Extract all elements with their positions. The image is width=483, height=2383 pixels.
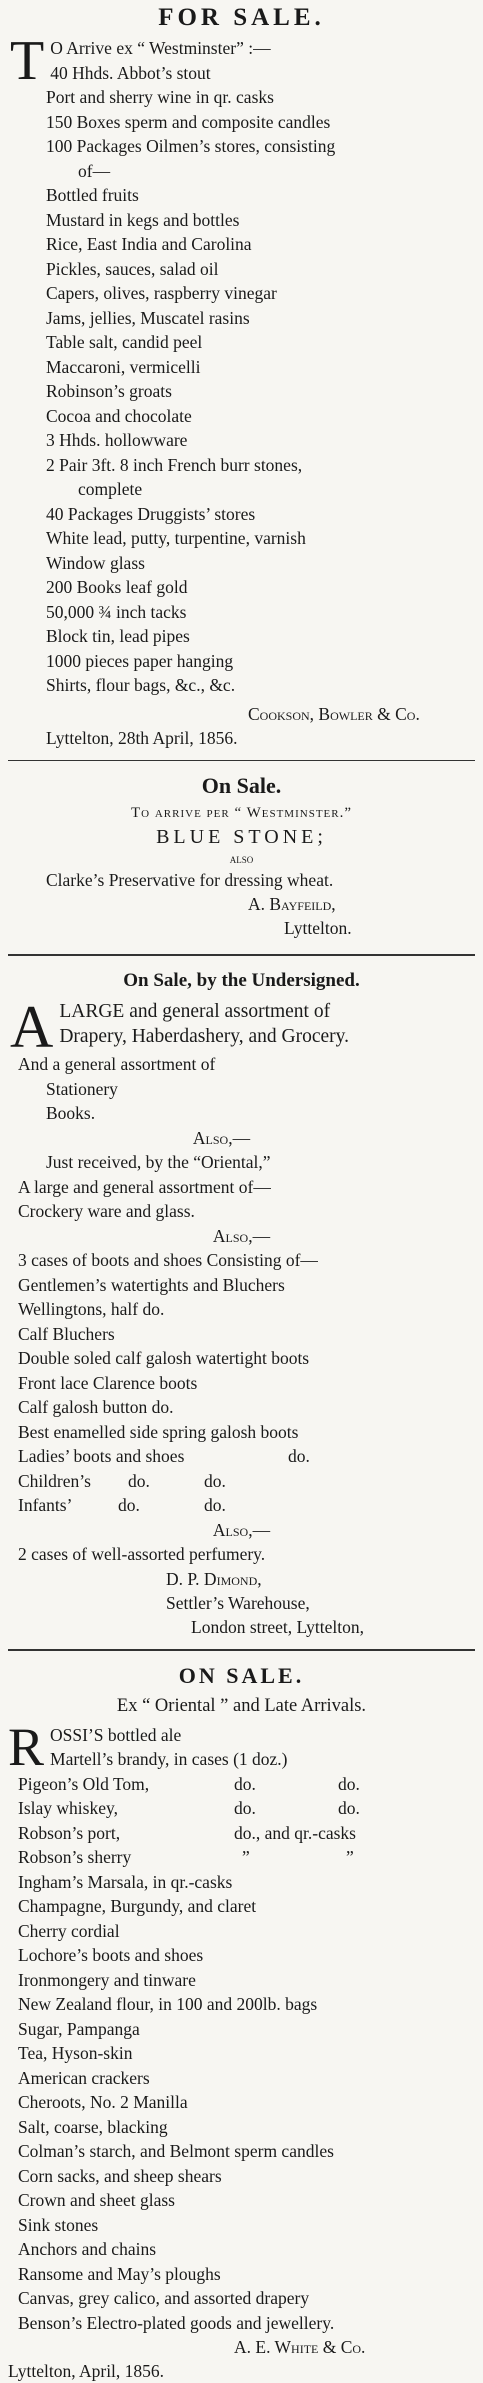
- ad-line: And a general assortment of: [8, 1052, 475, 1077]
- ad-line: Calf Bluchers: [8, 1322, 475, 1347]
- ad-body: [8, 1723, 475, 2336]
- ad-also: Also,—: [8, 1126, 475, 1151]
- ad-table-row: [8, 1469, 475, 1494]
- ad-row: [8, 1821, 475, 1846]
- ad-place: Lyttelton.: [8, 916, 475, 940]
- divider: [8, 954, 475, 956]
- ad-line: complete: [8, 477, 475, 502]
- ad-line: Maccaroni, vermicelli: [8, 355, 475, 380]
- ad-dateline: Lyttelton, April, 1856.: [8, 2359, 475, 2383]
- ad-line: 3 Hhds. hollowware: [8, 428, 475, 453]
- ad-heading: FOR SALE.: [8, 2, 475, 34]
- ad-line: 50,000 ¾ inch tacks: [8, 600, 475, 625]
- row-col1: do.: [118, 1493, 140, 1518]
- ad-line: Salt, coarse, blacking: [8, 2115, 475, 2140]
- ad-line: Window glass: [8, 551, 475, 576]
- advertisement-dimond: [8, 966, 475, 1639]
- ad-line: 2 Pair 3ft. 8 inch French burr stones,: [8, 453, 475, 478]
- row-col2: do.: [338, 1772, 360, 1797]
- ad-signature: D. P. Dimond,: [8, 1567, 475, 1591]
- ad-line: Calf galosh button do.: [8, 1395, 475, 1420]
- ad-line: Cherry cordial: [8, 1919, 475, 1944]
- ad-line: OSSI’S bottled ale: [8, 1723, 475, 1748]
- advertisement-on-sale-blue-stone: [8, 771, 475, 941]
- ad-line: Wellingtons, half do.: [8, 1297, 475, 1322]
- ad-line: White lead, putty, turpentine, varnish: [8, 526, 475, 551]
- ad-line: Crown and sheet glass: [8, 2188, 475, 2213]
- drop-cap: R: [8, 1725, 44, 1769]
- ad-table-row: [8, 1444, 475, 1469]
- ad-signature: A. E. White & Co.: [8, 2335, 475, 2359]
- ad-line: Ingham’s Marsala, in qr.-casks: [8, 1870, 475, 1895]
- ad-signature-line: London street, Lyttelton,: [8, 1615, 475, 1639]
- ad-row: [8, 1772, 475, 1797]
- ad-product: BLUE STONE;: [8, 825, 475, 850]
- row-col2: do.: [338, 1796, 360, 1821]
- ad-line: 1000 pieces paper hanging: [8, 649, 475, 674]
- ad-line: Front lace Clarence boots: [8, 1371, 475, 1396]
- ad-line: American crackers: [8, 2066, 475, 2091]
- ad-line: Just received, by the “Oriental,”: [8, 1150, 475, 1175]
- row-col1: do.: [128, 1469, 150, 1494]
- ad-line: Double soled calf galosh watertight boots: [8, 1346, 475, 1371]
- divider: [8, 1649, 475, 1651]
- ad-line: 3 cases of boots and shoes Consisting of—: [8, 1248, 475, 1273]
- ad-line: Best enamelled side spring galosh boots: [8, 1420, 475, 1445]
- ad-line: Books.: [8, 1101, 475, 1126]
- ad-line: 2 cases of well-assorted perfumery.: [8, 1542, 475, 1567]
- ad-line: New Zealand flour, in 100 and 200lb. bags: [8, 1992, 475, 2017]
- ad-line: A large and general assortment of—: [8, 1175, 475, 1200]
- ad-heading: ON SALE.: [8, 1661, 475, 1691]
- ad-line: Benson’s Electro-plated goods and jewellery.: [8, 2311, 475, 2336]
- ad-line: Colman’s starch, and Belmont sperm candles: [8, 2139, 475, 2164]
- ad-line: 200 Books leaf gold: [8, 575, 475, 600]
- ad-line: Stationery: [8, 1077, 475, 1102]
- row-col2: ”: [346, 1845, 354, 1870]
- row-label: Martell’s brandy, in cases (1 doz.): [50, 1749, 287, 1769]
- ad-subheading: Ex “ Oriental ” and Late Arrivals.: [8, 1691, 475, 1721]
- ad-line: Canvas, grey calico, and assorted drapery: [8, 2286, 475, 2311]
- ad-line: Crockery ware and glass.: [8, 1199, 475, 1224]
- row-col1: do.: [234, 1772, 256, 1797]
- ad-line: Clarke’s Preservative for dressing wheat.: [8, 868, 475, 893]
- row-label: Robson’s sherry: [18, 1847, 131, 1867]
- ad-line: Corn sacks, and sheep shears: [8, 2164, 475, 2189]
- ad-line: Cheroots, No. 2 Manilla: [8, 2090, 475, 2115]
- ad-line: Cocoa and chocolate: [8, 404, 475, 429]
- ad-line: Mustard in kegs and bottles: [8, 208, 475, 233]
- ad-line: Capers, olives, raspberry vinegar: [8, 281, 475, 306]
- row-col1: do., and qr.-casks: [234, 1821, 356, 1846]
- ad-line: Ironmongery and tinware: [8, 1968, 475, 1993]
- ad-line: 40 Hhds. Abbot’s stout: [8, 61, 475, 86]
- ad-line: Lochore’s boots and shoes: [8, 1943, 475, 1968]
- ad-heading: On Sale.: [8, 771, 475, 801]
- ad-line: Anchors and chains: [8, 2237, 475, 2262]
- row-col1: do.: [288, 1444, 310, 1469]
- ad-line: Champagne, Burgundy, and claret: [8, 1894, 475, 1919]
- ad-dateline: Lyttelton, 28th April, 1856.: [8, 726, 475, 750]
- ad-line: Rice, East India and Carolina: [8, 232, 475, 257]
- ad-also: also: [8, 850, 475, 868]
- ad-signature: Cookson, Bowler & Co.: [8, 702, 475, 726]
- divider: [8, 760, 475, 761]
- ad-signature: A. Bayfeild,: [8, 892, 475, 916]
- ad-line: Bottled fruits: [8, 183, 475, 208]
- drop-cap: A: [10, 1002, 53, 1052]
- ad-line: Table salt, candid peel: [8, 330, 475, 355]
- ad-line: 100 Packages Oilmen’s stores, consisting: [8, 134, 475, 159]
- ad-line: Port and sherry wine in qr. casks: [8, 85, 475, 110]
- row-col1: ”: [242, 1845, 250, 1870]
- ad-row: [8, 1796, 475, 1821]
- ad-line: O Arrive ex “ Westminster” :—: [8, 36, 475, 61]
- ad-line: To arrive per “ Westminster.”: [8, 801, 475, 826]
- ad-line: LARGE and general assortment of: [8, 1000, 475, 1025]
- ad-line: Sugar, Pampanga: [8, 2017, 475, 2042]
- ad-line: Robinson’s groats: [8, 379, 475, 404]
- ad-also: Also,—: [8, 1224, 475, 1249]
- ad-line: Drapery, Haberdashery, and Grocery.: [8, 1025, 475, 1050]
- ad-table-row: [8, 1493, 475, 1518]
- ad-row: [8, 1845, 475, 1870]
- ad-heading: On Sale, by the Undersigned.: [8, 966, 475, 996]
- ad-line: Sink stones: [8, 2213, 475, 2238]
- drop-cap: T: [10, 38, 44, 84]
- row-label: Islay whiskey,: [18, 1798, 118, 1818]
- ad-line: 150 Boxes sperm and composite candles: [8, 110, 475, 135]
- ad-row: [8, 1747, 475, 1772]
- row-label: Pigeon’s Old Tom,: [18, 1774, 149, 1794]
- ad-line: Tea, Hyson-skin: [8, 2041, 475, 2066]
- ad-line: 40 Packages Druggists’ stores: [8, 502, 475, 527]
- row-col1: do.: [234, 1796, 256, 1821]
- ad-line: Gentlemen’s watertights and Bluchers: [8, 1273, 475, 1298]
- row-label: Robson’s port,: [18, 1823, 120, 1843]
- ad-line: Shirts, flour bags, &c., &c.: [8, 673, 475, 698]
- ad-line: Ransome and May’s ploughs: [8, 2262, 475, 2287]
- row-col2: do.: [204, 1493, 226, 1518]
- advertisement-white: [8, 1661, 475, 2383]
- ad-line: Block tin, lead pipes: [8, 624, 475, 649]
- ad-line: Pickles, sauces, salad oil: [8, 257, 475, 282]
- row-label: Children’s: [18, 1471, 91, 1491]
- ad-line: Jams, jellies, Muscatel rasins: [8, 306, 475, 331]
- ad-line: of—: [8, 159, 475, 184]
- row-label: Infants’: [18, 1495, 72, 1515]
- ad-signature-line: Settler’s Warehouse,: [8, 1591, 475, 1615]
- row-col2: do.: [204, 1469, 226, 1494]
- ad-also: Also,—: [8, 1518, 475, 1543]
- row-label: Ladies’ boots and shoes: [18, 1446, 184, 1466]
- advertisement-for-sale: [8, 0, 475, 750]
- ad-body: [8, 36, 475, 698]
- ad-body: [8, 1000, 475, 1567]
